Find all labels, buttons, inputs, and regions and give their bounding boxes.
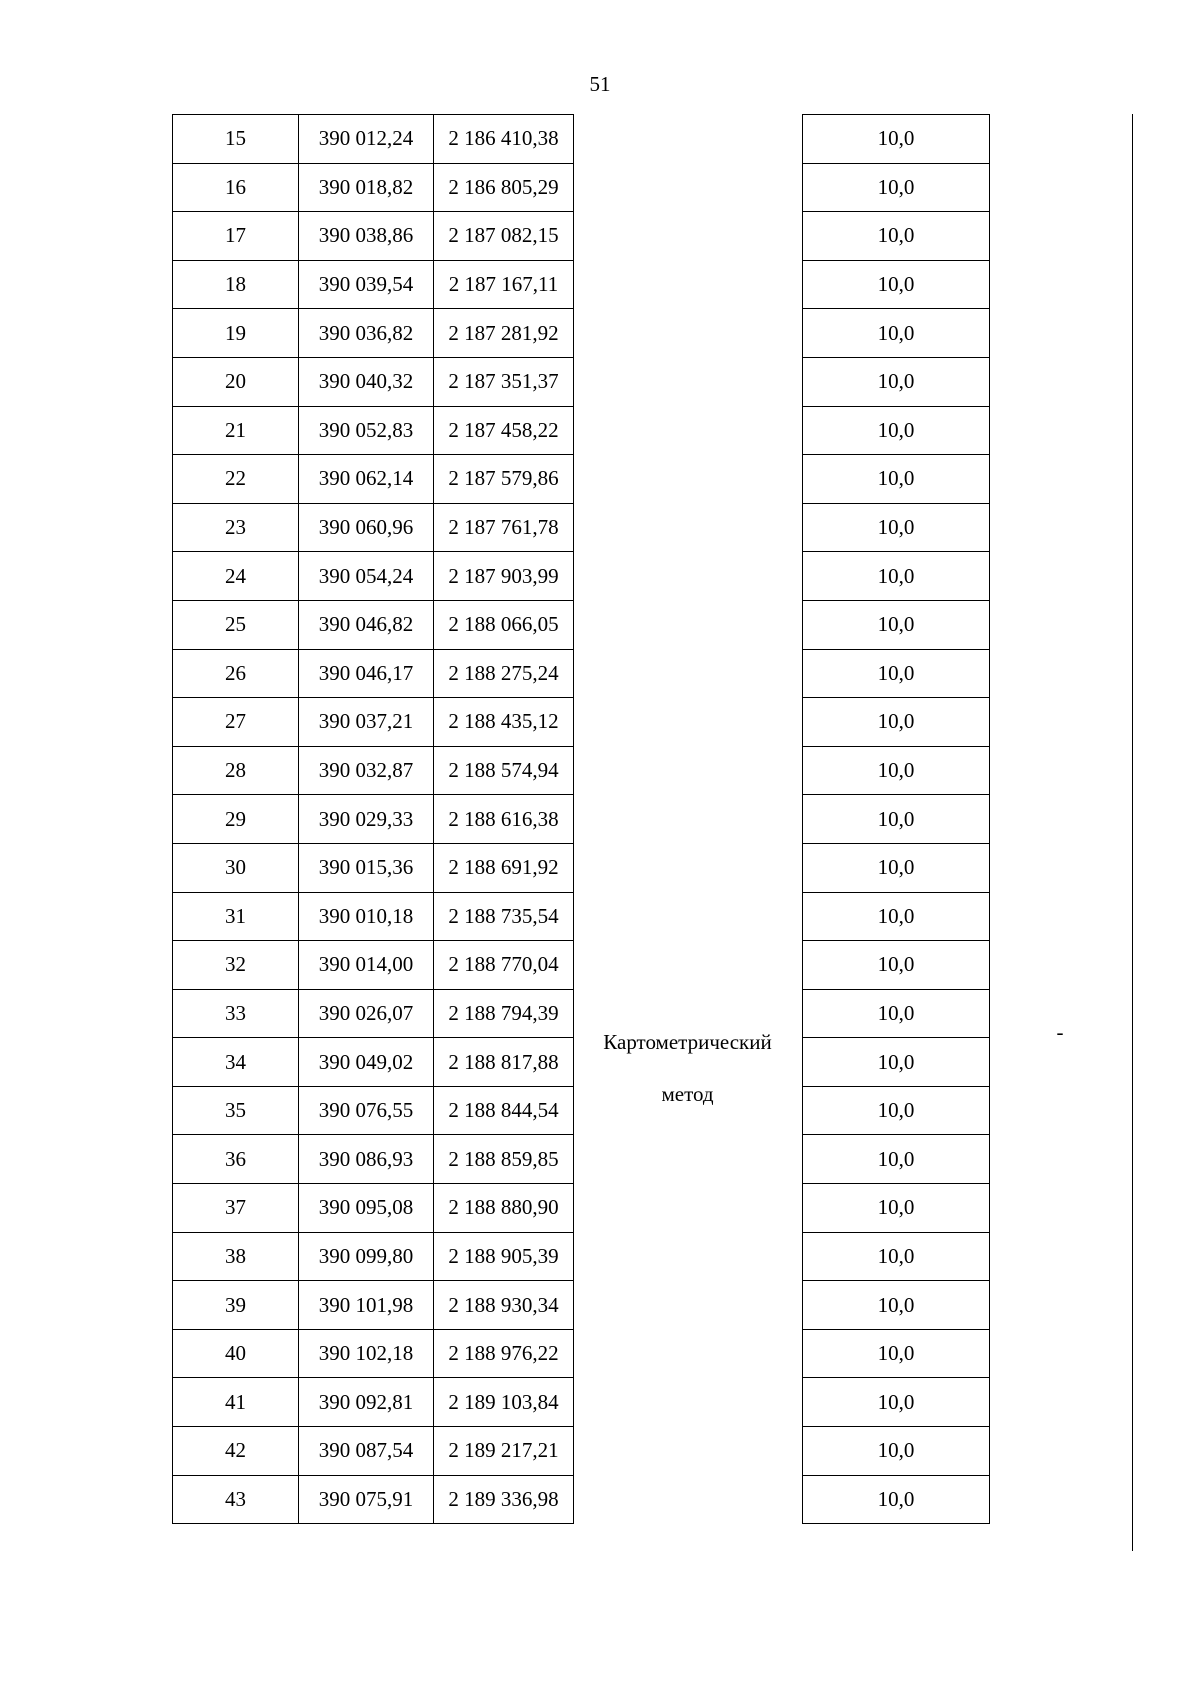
description-column-cell — [990, 552, 1138, 601]
y-coordinate-cell: 2 188 930,34 — [434, 1281, 574, 1330]
error-value-cell: 10,0 — [803, 746, 990, 795]
error-value-cell: 10,0 — [803, 600, 990, 649]
y-coordinate-cell: 2 188 859,85 — [434, 1135, 574, 1184]
point-number-cell: 19 — [173, 309, 299, 358]
table-row — [173, 357, 1138, 406]
y-coordinate-cell: 2 188 817,88 — [434, 1038, 574, 1087]
y-coordinate-cell: 2 188 735,54 — [434, 892, 574, 941]
description-column-cell — [990, 260, 1138, 309]
point-number-cell: 33 — [173, 989, 299, 1038]
x-coordinate-cell: 390 102,18 — [299, 1329, 434, 1378]
x-coordinate-cell: 390 095,08 — [299, 1184, 434, 1233]
coordinates-table-body — [173, 115, 1138, 1524]
page-number: 51 — [589, 72, 611, 96]
y-coordinate-cell: 2 188 435,12 — [434, 698, 574, 747]
error-value-cell: 10,0 — [803, 1329, 990, 1378]
error-value-cell: 10,0 — [803, 455, 990, 504]
table-row — [173, 309, 1138, 358]
method-column-cell — [574, 1378, 803, 1427]
method-column-cell — [574, 503, 803, 552]
point-number-cell: 36 — [173, 1135, 299, 1184]
y-coordinate-cell: 2 188 691,92 — [434, 843, 574, 892]
table-row — [173, 1232, 1138, 1281]
table-row — [173, 698, 1138, 747]
error-value-cell: 10,0 — [803, 115, 990, 164]
x-coordinate-cell: 390 075,91 — [299, 1475, 434, 1524]
description-column-cell — [990, 843, 1138, 892]
description-column-cell — [990, 309, 1138, 358]
description-dash: - — [1056, 1020, 1064, 1044]
method-column-cell — [574, 746, 803, 795]
table-row — [173, 1475, 1138, 1524]
x-coordinate-cell: 390 036,82 — [299, 309, 434, 358]
method-column-cell — [574, 600, 803, 649]
point-number-cell: 26 — [173, 649, 299, 698]
point-number-cell: 43 — [173, 1475, 299, 1524]
point-number-cell: 20 — [173, 357, 299, 406]
error-value-cell: 10,0 — [803, 892, 990, 941]
table-row — [173, 746, 1138, 795]
y-coordinate-cell: 2 187 167,11 — [434, 260, 574, 309]
x-coordinate-cell: 390 039,54 — [299, 260, 434, 309]
point-number-cell: 40 — [173, 1329, 299, 1378]
error-value-cell: 10,0 — [803, 552, 990, 601]
table-row — [173, 503, 1138, 552]
error-value-cell: 10,0 — [803, 843, 990, 892]
error-value-cell: 10,0 — [803, 1427, 990, 1476]
description-column-cell — [990, 1427, 1138, 1476]
table-row — [173, 552, 1138, 601]
x-coordinate-cell: 390 062,14 — [299, 455, 434, 504]
y-coordinate-cell: 2 188 794,39 — [434, 989, 574, 1038]
point-number-cell: 15 — [173, 115, 299, 164]
table-row — [173, 163, 1138, 212]
point-number-cell: 38 — [173, 1232, 299, 1281]
point-number-cell: 25 — [173, 600, 299, 649]
error-value-cell: 10,0 — [803, 1038, 990, 1087]
table-row — [173, 1378, 1138, 1427]
x-coordinate-cell: 390 046,82 — [299, 600, 434, 649]
x-coordinate-cell: 390 032,87 — [299, 746, 434, 795]
point-number-cell: 16 — [173, 163, 299, 212]
x-coordinate-cell: 390 038,86 — [299, 212, 434, 261]
x-coordinate-cell: 390 076,55 — [299, 1086, 434, 1135]
method-line-1: Картометрический — [603, 1030, 772, 1054]
description-column-cell — [990, 795, 1138, 844]
point-number-cell: 39 — [173, 1281, 299, 1330]
point-number-cell: 23 — [173, 503, 299, 552]
method-column-cell — [574, 1184, 803, 1233]
y-coordinate-cell: 2 189 217,21 — [434, 1427, 574, 1476]
x-coordinate-cell: 390 060,96 — [299, 503, 434, 552]
method-column-cell — [574, 1329, 803, 1378]
y-coordinate-cell: 2 187 761,78 — [434, 503, 574, 552]
point-number-cell: 31 — [173, 892, 299, 941]
x-coordinate-cell: 390 040,32 — [299, 357, 434, 406]
description-column-cell — [990, 892, 1138, 941]
error-value-cell: 10,0 — [803, 309, 990, 358]
x-coordinate-cell: 390 101,98 — [299, 1281, 434, 1330]
error-value-cell: 10,0 — [803, 212, 990, 261]
point-number-cell: 29 — [173, 795, 299, 844]
point-number-cell: 37 — [173, 1184, 299, 1233]
table-row — [173, 1135, 1138, 1184]
error-value-cell: 10,0 — [803, 357, 990, 406]
point-number-cell: 18 — [173, 260, 299, 309]
method-column-cell — [574, 309, 803, 358]
description-column-cell — [990, 1475, 1138, 1524]
x-coordinate-cell: 390 046,17 — [299, 649, 434, 698]
y-coordinate-cell: 2 188 616,38 — [434, 795, 574, 844]
y-coordinate-cell: 2 188 574,94 — [434, 746, 574, 795]
method-column-cell — [574, 1475, 803, 1524]
error-value-cell: 10,0 — [803, 941, 990, 990]
table-row — [173, 1427, 1138, 1476]
x-coordinate-cell: 390 018,82 — [299, 163, 434, 212]
method-column-cell — [574, 1232, 803, 1281]
table-row — [173, 212, 1138, 261]
description-column-cell — [990, 1135, 1138, 1184]
error-value-cell: 10,0 — [803, 260, 990, 309]
method-column-cell — [574, 260, 803, 309]
method-column-cell — [574, 552, 803, 601]
x-coordinate-cell: 390 099,80 — [299, 1232, 434, 1281]
x-coordinate-cell: 390 037,21 — [299, 698, 434, 747]
error-value-cell: 10,0 — [803, 1281, 990, 1330]
table-row — [173, 1184, 1138, 1233]
point-number-cell: 32 — [173, 941, 299, 990]
point-number-cell: 22 — [173, 455, 299, 504]
point-number-cell: 21 — [173, 406, 299, 455]
table-row — [173, 892, 1138, 941]
x-coordinate-cell: 390 012,24 — [299, 115, 434, 164]
description-column-cell — [990, 600, 1138, 649]
description-column-cell — [990, 941, 1138, 990]
error-value-cell: 10,0 — [803, 795, 990, 844]
error-value-cell: 10,0 — [803, 989, 990, 1038]
method-column-cell — [574, 941, 803, 990]
table-row — [173, 115, 1138, 164]
description-column-cell — [990, 649, 1138, 698]
method-column-cell — [574, 1427, 803, 1476]
point-number-cell: 30 — [173, 843, 299, 892]
y-coordinate-cell: 2 188 066,05 — [434, 600, 574, 649]
point-number-cell: 28 — [173, 746, 299, 795]
x-coordinate-cell: 390 049,02 — [299, 1038, 434, 1087]
y-coordinate-cell: 2 188 275,24 — [434, 649, 574, 698]
x-coordinate-cell: 390 092,81 — [299, 1378, 434, 1427]
x-coordinate-cell: 390 054,24 — [299, 552, 434, 601]
coordinates-table — [172, 114, 1138, 1524]
point-number-cell: 35 — [173, 1086, 299, 1135]
y-coordinate-cell: 2 187 579,86 — [434, 455, 574, 504]
table-row — [173, 406, 1138, 455]
description-column-cell — [990, 1378, 1138, 1427]
error-value-cell: 10,0 — [803, 1086, 990, 1135]
description-column-cell — [990, 1329, 1138, 1378]
y-coordinate-cell: 2 188 976,22 — [434, 1329, 574, 1378]
y-coordinate-cell: 2 186 805,29 — [434, 163, 574, 212]
y-coordinate-cell: 2 187 281,92 — [434, 309, 574, 358]
method-column-cell — [574, 455, 803, 504]
point-number-cell: 17 — [173, 212, 299, 261]
description-column-cell — [990, 163, 1138, 212]
error-value-cell: 10,0 — [803, 1475, 990, 1524]
description-column-cell — [990, 1281, 1138, 1330]
method-column-cell — [574, 843, 803, 892]
table-row — [173, 1281, 1138, 1330]
y-coordinate-cell: 2 189 103,84 — [434, 1378, 574, 1427]
error-value-cell: 10,0 — [803, 1184, 990, 1233]
description-column-cell — [990, 1184, 1138, 1233]
x-coordinate-cell: 390 086,93 — [299, 1135, 434, 1184]
point-number-cell: 34 — [173, 1038, 299, 1087]
x-coordinate-cell: 390 052,83 — [299, 406, 434, 455]
point-number-cell: 24 — [173, 552, 299, 601]
method-cell — [573, 1016, 802, 1120]
description-column-cell — [990, 455, 1138, 504]
method-line-2: метод — [661, 1082, 714, 1106]
table-row — [173, 1329, 1138, 1378]
point-number-cell: 41 — [173, 1378, 299, 1427]
description-column-cell — [990, 115, 1138, 164]
table-row — [173, 843, 1138, 892]
y-coordinate-cell: 2 188 905,39 — [434, 1232, 574, 1281]
point-number-cell: 27 — [173, 698, 299, 747]
method-column-cell — [574, 795, 803, 844]
y-coordinate-cell: 2 187 903,99 — [434, 552, 574, 601]
point-number-cell: 42 — [173, 1427, 299, 1476]
y-coordinate-cell: 2 187 458,22 — [434, 406, 574, 455]
method-column-cell — [574, 698, 803, 747]
y-coordinate-cell: 2 188 844,54 — [434, 1086, 574, 1135]
method-column-cell — [574, 212, 803, 261]
x-coordinate-cell: 390 014,00 — [299, 941, 434, 990]
y-coordinate-cell: 2 189 336,98 — [434, 1475, 574, 1524]
error-value-cell: 10,0 — [803, 1135, 990, 1184]
description-column-cell — [990, 212, 1138, 261]
table-row — [173, 260, 1138, 309]
method-column-cell — [574, 406, 803, 455]
description-column-cell — [990, 503, 1138, 552]
table-row — [173, 455, 1138, 504]
description-column-cell — [990, 1232, 1138, 1281]
table-row — [173, 941, 1138, 990]
method-column-cell — [574, 892, 803, 941]
method-column-cell — [574, 649, 803, 698]
x-coordinate-cell: 390 015,36 — [299, 843, 434, 892]
table-row — [173, 795, 1138, 844]
error-value-cell: 10,0 — [803, 1378, 990, 1427]
error-value-cell: 10,0 — [803, 649, 990, 698]
y-coordinate-cell: 2 188 880,90 — [434, 1184, 574, 1233]
x-coordinate-cell: 390 026,07 — [299, 989, 434, 1038]
y-coordinate-cell: 2 187 351,37 — [434, 357, 574, 406]
y-coordinate-cell: 2 188 770,04 — [434, 941, 574, 990]
error-value-cell: 10,0 — [803, 406, 990, 455]
description-column-cell — [990, 406, 1138, 455]
method-column-cell — [574, 163, 803, 212]
method-column-cell — [574, 357, 803, 406]
description-column-cell — [990, 357, 1138, 406]
table-row — [173, 600, 1138, 649]
y-coordinate-cell: 2 186 410,38 — [434, 115, 574, 164]
x-coordinate-cell: 390 029,33 — [299, 795, 434, 844]
description-column-cell — [990, 746, 1138, 795]
y-coordinate-cell: 2 187 082,15 — [434, 212, 574, 261]
error-value-cell: 10,0 — [803, 698, 990, 747]
method-column-cell — [574, 115, 803, 164]
description-column-cell — [990, 1086, 1138, 1135]
x-coordinate-cell: 390 010,18 — [299, 892, 434, 941]
error-value-cell: 10,0 — [803, 1232, 990, 1281]
right-border-line — [1132, 114, 1133, 1551]
method-column-cell — [574, 1281, 803, 1330]
method-column-cell — [574, 1135, 803, 1184]
x-coordinate-cell: 390 087,54 — [299, 1427, 434, 1476]
error-value-cell: 10,0 — [803, 163, 990, 212]
description-column-cell — [990, 698, 1138, 747]
error-value-cell: 10,0 — [803, 503, 990, 552]
table-row — [173, 649, 1138, 698]
